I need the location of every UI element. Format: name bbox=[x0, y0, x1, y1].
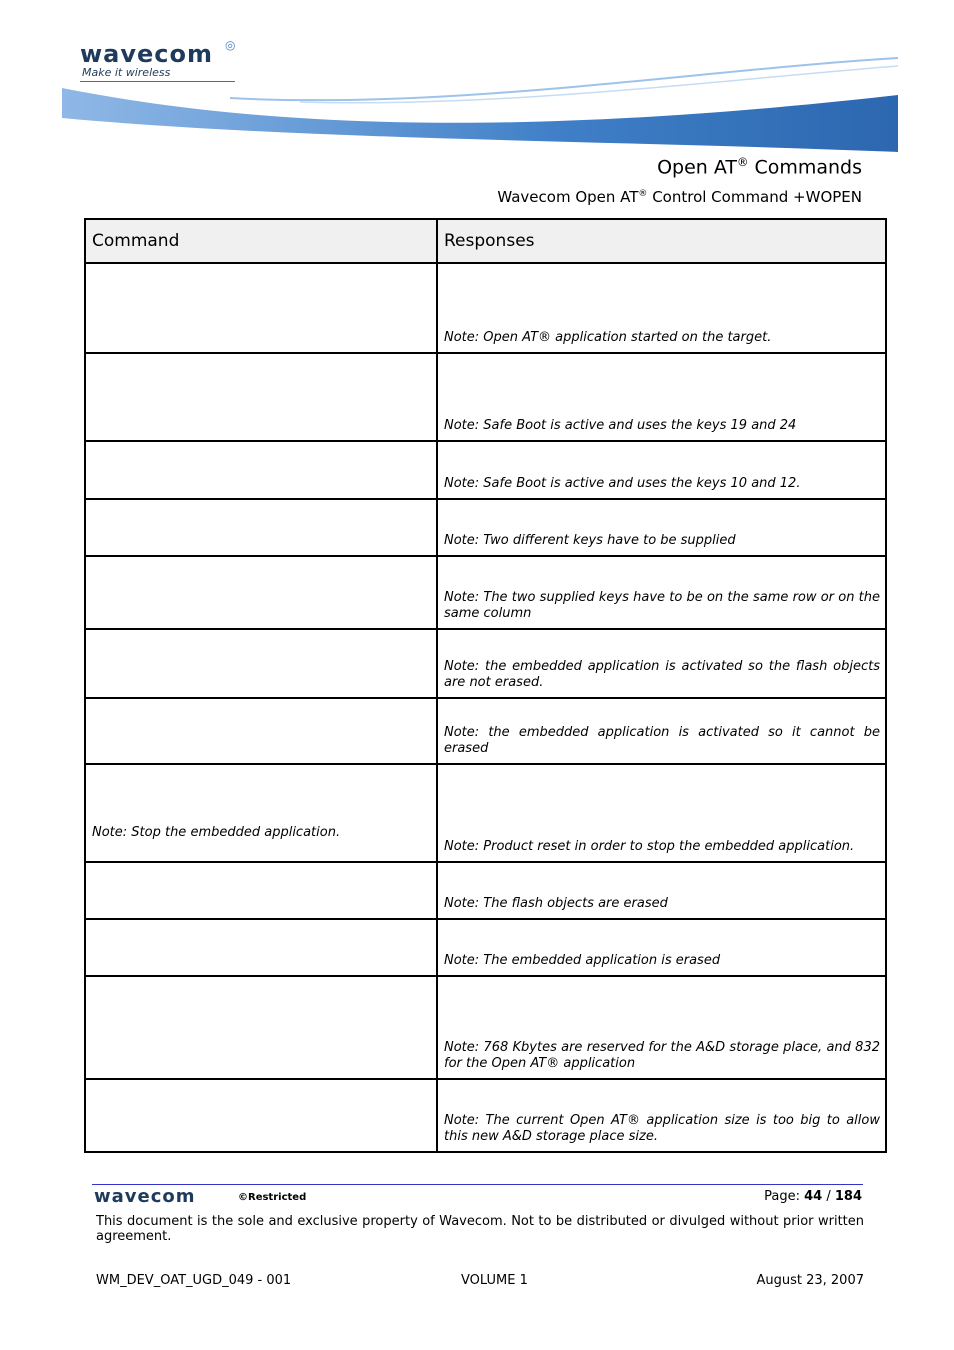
column-header-command: Command bbox=[85, 219, 437, 263]
command-cell bbox=[85, 1079, 437, 1152]
response-cell: Note: The current Open AT® application size is too big to allow this new A&D storage place size. bbox=[437, 1079, 886, 1152]
document-title: Open AT® Commands bbox=[657, 155, 862, 179]
response-cell: Note: Safe Boot is active and uses the keys 19 and 24 bbox=[437, 353, 886, 441]
response-cell: Note: Safe Boot is active and uses the keys 10 and 12. bbox=[437, 441, 886, 499]
page-number: Page: 44 / 184 bbox=[764, 1189, 862, 1204]
command-response-table bbox=[84, 218, 887, 1153]
response-cell: Note: the embedded application is activated so it cannot be erased bbox=[437, 698, 886, 764]
logo-underline bbox=[80, 81, 235, 82]
document-reference: WM_DEV_OAT_UGD_049 - 001 bbox=[96, 1273, 292, 1288]
response-cell: Note: the embedded application is activated so the flash objects are not erased. bbox=[437, 629, 886, 698]
command-cell bbox=[85, 629, 437, 698]
column-header-responses: Responses bbox=[437, 219, 886, 263]
command-cell bbox=[85, 353, 437, 441]
table-header-row bbox=[85, 219, 886, 263]
response-cell: Note: The embedded application is erased bbox=[437, 919, 886, 976]
table-row bbox=[85, 263, 886, 353]
response-cell: Note: The two supplied keys have to be on the same row or on the same column bbox=[437, 556, 886, 629]
table-row bbox=[85, 1079, 886, 1152]
footer-wavecom-logo: wavecom bbox=[94, 1186, 196, 1207]
logo-swirl-icon: ◎ bbox=[225, 38, 236, 52]
document-subtitle: Wavecom Open AT® Control Command +WOPEN bbox=[497, 188, 862, 206]
logo-tagline: Make it wireless bbox=[82, 66, 171, 79]
command-cell bbox=[85, 919, 437, 976]
volume-label: VOLUME 1 bbox=[461, 1273, 528, 1288]
table-row bbox=[85, 629, 886, 698]
table-row bbox=[85, 556, 886, 629]
header-swoosh bbox=[0, 0, 954, 160]
table-row bbox=[85, 976, 886, 1079]
command-cell bbox=[85, 263, 437, 353]
command-cell bbox=[85, 441, 437, 499]
logo-wordmark: wavecom bbox=[80, 40, 214, 68]
command-cell bbox=[85, 698, 437, 764]
footer-divider bbox=[92, 1184, 863, 1185]
command-cell: Note: Stop the embedded application. bbox=[85, 764, 437, 862]
confidentiality-notice: This document is the sole and exclusive property of Wavecom. Not to be distributed or divulged without prior written agreement. bbox=[96, 1214, 864, 1244]
table-row bbox=[85, 441, 886, 499]
table-row bbox=[85, 499, 886, 556]
footer-restricted-label: ©Restricted bbox=[238, 1192, 307, 1203]
table-row bbox=[85, 353, 886, 441]
response-cell: Note: Open AT® application started on the target. bbox=[437, 263, 886, 353]
response-cell: Note: The flash objects are erased bbox=[437, 862, 886, 919]
table-row bbox=[85, 862, 886, 919]
wavecom-logo bbox=[80, 38, 236, 79]
response-cell: Note: Product reset in order to stop the embedded application. bbox=[437, 764, 886, 862]
document-date: August 23, 2007 bbox=[756, 1273, 864, 1288]
command-cell bbox=[85, 499, 437, 556]
command-cell bbox=[85, 556, 437, 629]
response-cell: Note: Two different keys have to be supplied bbox=[437, 499, 886, 556]
table-row bbox=[85, 764, 886, 862]
table-row bbox=[85, 698, 886, 764]
table-row bbox=[85, 919, 886, 976]
command-cell bbox=[85, 976, 437, 1079]
response-cell: Note: 768 Kbytes are reserved for the A&D storage place, and 832 for the Open AT® application bbox=[437, 976, 886, 1079]
command-cell bbox=[85, 862, 437, 919]
